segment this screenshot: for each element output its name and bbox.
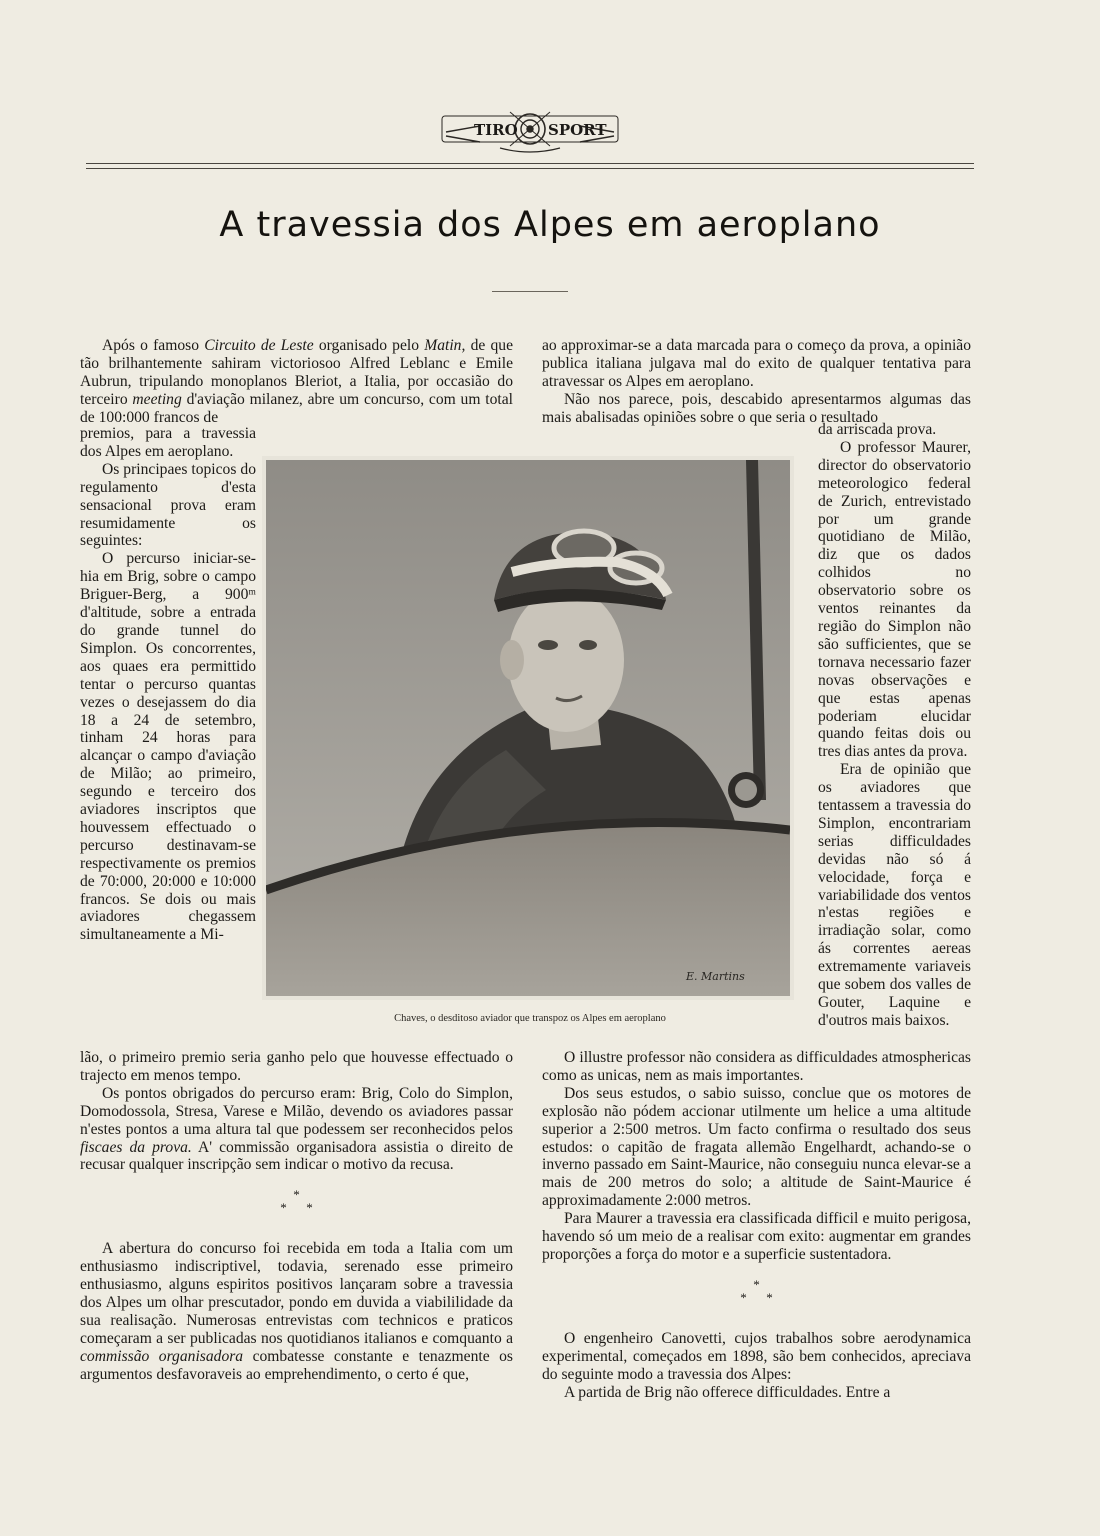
masthead-left-word: TIRO xyxy=(474,121,518,139)
photo-signature: E. Martins xyxy=(686,970,745,983)
section-separator: * * * xyxy=(740,1276,773,1305)
paragraph: O percurso iniciar-se-hia em Brig, sobre o campo Briguer-Berg, a 900ᵐ d'altitude, sobre a entrada do grande tunnel do Simplon. Os concorrentes, aos quaes era permittido tentar o percurso quantas vezes o desejassem do dia 18 a 24 de setembro, tinham 24 horas para alcançar o campo d'aviação de Milão; ao primeiro, segundo e terceiro dos aviadores inscriptos que houvessem effectuado o percurso destinavam-se respectivamente os premios de 70:000, 20:000 e 10:000 francos. Se dois ou mais aviadores chegassem simultaneamente a Mi- xyxy=(80,550,256,944)
paragraph: Não nos parece, pois, descabido apresentarmos algumas das mais abalisadas opiniões sobre o que seria o resultado xyxy=(542,390,971,426)
article-title: A travessia dos Alpes em aeroplano xyxy=(219,205,881,245)
left-column-bottom xyxy=(80,1049,513,1384)
paragraph: O professor Maurer, director do observatorio meteorologico federal de Zurich, entrevistado por um grande quotidiano de Milão, diz que os dados colhidos no observatorio sobre os ventos reinantes da região do Simplon não são sufficientes, que se tornava necessario fazer novas observações e que estas apenas poderiam elucidar quando feitas dois ou tres dias antes da prova. xyxy=(818,438,971,761)
paragraph: O engenheiro Canovetti, cujos trabalhos sobre aerodynamica experimental, começados em 1898, são bem conhecidos, apreciava do seguinte modo a travessia dos Alpes: xyxy=(542,1329,971,1383)
header-rule-bottom xyxy=(86,168,974,169)
paragraph: Os principaes topicos do regulamento d'esta sensacional prova eram resumidamente os seguintes: xyxy=(80,460,256,550)
paragraph: da arriscada prova. xyxy=(818,421,937,438)
section-separator: * * * xyxy=(280,1187,313,1216)
right-column-bottom xyxy=(542,1049,971,1402)
right-column-narrow xyxy=(818,421,971,1030)
paragraph: O illustre professor não considera as difficuldades atmosphericas como as unicas, nem as mais importantes. xyxy=(542,1049,971,1084)
paragraph: A partida de Brig não offerece difficuldades. Entre a xyxy=(564,1383,891,1401)
right-column-top xyxy=(542,337,971,427)
masthead-logo xyxy=(440,104,620,154)
paragraph: A abertura do concurso foi recebida em toda a Italia com um enthusiasmo indiscriptivel, todavia, serenado esse primeiro enthusiasmo, alguns espiritos positivos lançaram sobre a travessia dos Alpes um olhar prescutador, pondo em duvida a viabililidade da sua realisação. Numerosas entrevistas com technicos e praticos começaram a ser publicadas nos quotidianos italianos e comquanto a commissão organisadora combatesse constante e tenazmente os argumentos desfavoraveis ao emprehendimento, o certo é que, xyxy=(80,1240,513,1383)
paragraph: lão, o primeiro premio seria ganho pelo que houvesse effectuado o trajecto em menos tempo. xyxy=(80,1049,513,1084)
paragraph: Dos seus estudos, o sabio suisso, conclue que os motores de explosão não pódem accionar utilmente um helice a uma altitude superior a 2:500 metros. Um facto confirma o resultado dos seus estudos: o capitão de fragata allemão Engelhardt, achando-se o inverno passado em Saint-Maurice, não conseguiu nunca elevar-se a mais de 200 metros do solo; a altitude de Saint-Maurice é approximadamente 2:000 metros. xyxy=(542,1084,971,1210)
paragraph: Era de opinião que os aviadores que tentassem a travessia do Simplon, encontrariam serias difficuldades devidas não só á velocidade, força e variabilidade dos ventos n'estas regiões e irradiação solar, como ás correntes aereas extremamente variaveis que sobem dos valles de Gouter, Laquine e d'outros mais baixos. xyxy=(818,761,971,1029)
paragraph: ao approximar-se a data marcada para o começo da prova, a opinião publica italiana julgava mal do exito de qualquer tentativa para atravessar os Alpes em aeroplano. xyxy=(542,337,971,390)
photo-caption: Chaves, o desditoso aviador que transpoz os Alpes em aeroplano xyxy=(394,1013,666,1024)
paragraph: Para Maurer a travessia era classificada difficil e muito perigosa, havendo só um meio de a realisar com exito: augmentar em grandes proporções a força do motor e a superficie sustentadora. xyxy=(542,1210,971,1263)
left-column-top: Após o famoso Circuito de Leste organisado pelo Matin, de que tão brilhantemente sahiram victoriosoo Alfred Leblanc e Emile Aubrun, tripulando monoplanos Bleriot, a Italia, por occasião do terceiro meeting d'aviação milanez, abre um concurso, com um total de 100:000 francos de xyxy=(80,337,514,426)
title-divider xyxy=(492,291,568,292)
paragraph: Os pontos obrigados do percurso eram: Brig, Colo do Simplon, Domodossola, Stresa, Varese e Milão, devendo os aviadores passar n'estes pontos a uma altura tal que podessem ser reconhecidos pelos fiscaes da prova. A' commissão organisadora assistia o direito de recusar qualquer inscripção sem indicar o motivo da recusa. xyxy=(80,1084,513,1174)
aviator-portrait xyxy=(266,460,790,996)
masthead-right-word: SPORT xyxy=(548,121,607,139)
header-rule-top xyxy=(86,163,974,164)
left-column-narrow xyxy=(80,425,256,944)
paragraph: premios, para a travessia dos Alpes em aeroplano. xyxy=(80,425,256,460)
